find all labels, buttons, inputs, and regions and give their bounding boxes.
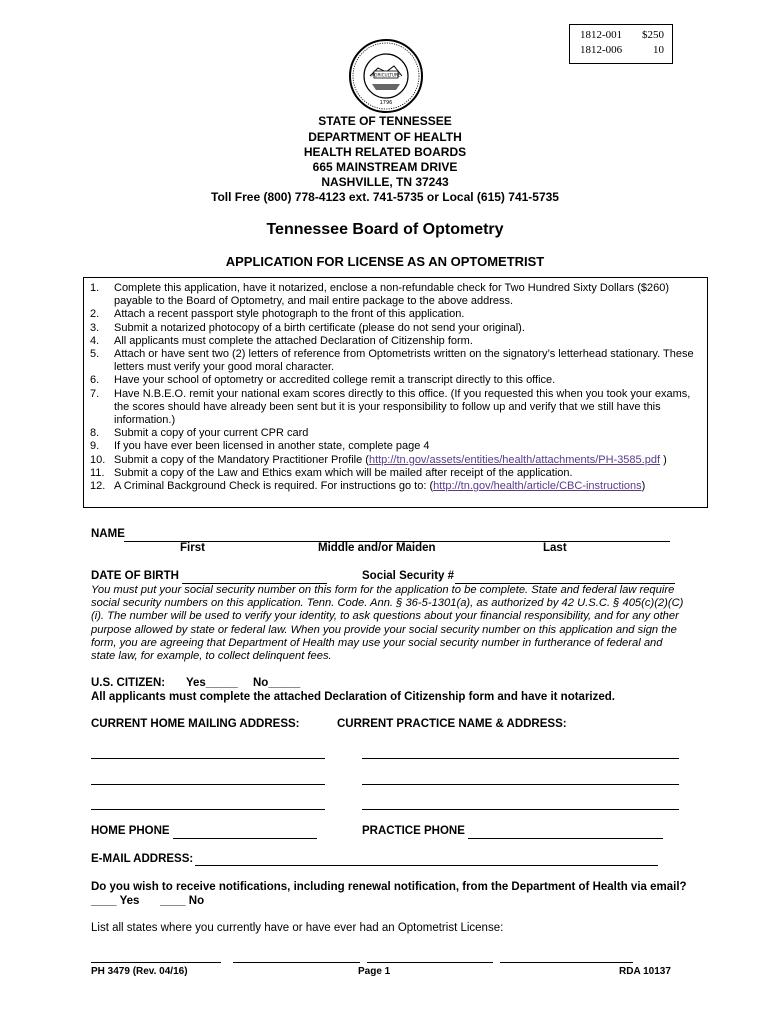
instruction-item: 6. Have your school of optometry or accredited college remit a transcript directly to this office. [90,374,556,387]
header-city: NASHVILLE, TN 37243 [321,175,449,189]
practice-phone-field[interactable] [468,838,663,839]
instructions-box [83,277,708,508]
state-license-field[interactable] [91,962,221,963]
header-street: 665 MAINSTREAM DRIVE [312,160,458,174]
citizen-no-option[interactable]: No_____ [253,677,301,689]
instruction-item: 10. Submit a copy of the Mandatory Practitioner Profile (http://tn.gov/assets/entities/health/attachments/PH-3585.pdf ) [90,453,667,466]
states-prompt: List all states where you currently have or have ever had an Optometrist License: [91,922,504,934]
name-first-label: First [180,542,205,554]
instruction-item: 11. Submit a copy of the Law and Ethics exam which will be mailed after receipt of the application. [90,466,573,479]
svg-text:AGRICULTURE: AGRICULTURE [371,72,401,78]
instructions-list [90,282,699,493]
instruction-item: 1. Complete this application, have it notarized, enclose a non-refundable check for Two Hundred Sixty Dollars ($260) payable to the Board of Optometry, and mail entire package to the above address. [90,282,669,308]
instruction-item: 12. A Criminal Background Check is required. For instructions go to: (http://tn.gov/health/article/CBC-instructions) [90,480,646,493]
home-address-line[interactable] [91,809,325,810]
header-phone: Toll Free (800) 778-4123 ext. 741-5735 or Local (615) 741-5735 [211,190,559,204]
svg-text:1796: 1796 [379,100,393,106]
fee-code-box [569,24,673,64]
instruction-item: 3. Submit a notarized photocopy of a birth certificate (please do not send your original). [90,321,525,334]
header-state: STATE OF TENNESSEE [318,114,452,128]
fee-row [580,29,664,43]
fee-amount: $250 [642,29,664,41]
notification-question: Do you wish to receive notifications, including renewal notification, from the Department of Health via email? [91,881,687,893]
email-label: E-MAIL ADDRESS: [91,853,194,865]
state-license-field[interactable] [233,962,360,963]
practice-address-line[interactable] [362,784,679,785]
name-label: NAME [91,528,125,540]
instruction-item: 8. Submit a copy of your current CPR card [90,427,309,440]
home-address-label: CURRENT HOME MAILING ADDRESS: [91,718,300,730]
notify-no-option[interactable]: ____ No [160,895,205,907]
dob-label: DATE OF BIRTH [91,570,179,582]
instruction-item: 7. Have N.B.E.O. remit your national exam scores directly to this office. (If you requested this when you took your exams, the scores should have already been sent but it is your responsibility to follow up and verify that we still have this information.) [90,387,691,427]
tennessee-state-seal [348,38,424,114]
home-address-line[interactable] [91,758,325,759]
form-number: PH 3479 (Rev. 04/16) [91,966,188,977]
header-department: DEPARTMENT OF HEALTH [308,130,462,144]
application-title: APPLICATION FOR LICENSE AS AN OPTOMETRIST [225,254,545,269]
practice-address-line[interactable] [362,758,679,759]
fee-row [580,44,664,58]
email-field[interactable] [195,865,658,866]
fee-code: 1812-001 [580,29,623,41]
instruction-item: 9. If you have ever been licensed in another state, complete page 4 [90,440,430,453]
home-phone-label: HOME PHONE [91,825,170,837]
background-check-link[interactable]: http://tn.gov/health/article/CBC-instructions [433,480,642,493]
ssn-label: Social Security # [362,570,455,582]
state-license-field[interactable] [500,962,633,963]
citizen-yes-option[interactable]: Yes_____ [186,677,238,689]
practice-address-line[interactable] [362,809,679,810]
instruction-item: 5. Attach or have sent two (2) letters of reference from Optometrists written on the signatory’s letterhead stationary. These letters must verify your good moral character. [90,348,694,374]
state-license-field[interactable] [367,962,493,963]
rda-number: RDA 10137 [619,966,671,977]
name-middle-label: Middle and/or Maiden [318,542,436,554]
citizenship-note: All applicants must complete the attached Declaration of Citizenship form and have it notarized. [91,691,615,703]
instruction-item: 2. Attach a recent passport style photograph to the front of this application. [90,308,465,321]
citizen-label: U.S. CITIZEN: [91,677,166,689]
practice-phone-label: PRACTICE PHONE [362,825,465,837]
practice-address-label: CURRENT PRACTICE NAME & ADDRESS: [337,718,567,730]
home-phone-field[interactable] [173,838,317,839]
fee-amount: 10 [653,44,664,56]
name-last-label: Last [543,542,567,554]
practitioner-profile-link[interactable]: http://tn.gov/assets/entities/health/attachments/PH-3585.pdf [368,453,661,466]
board-title: Tennessee Board of Optometry [266,221,504,238]
header-boards: HEALTH RELATED BOARDS [303,145,467,159]
home-address-line[interactable] [91,784,325,785]
notify-yes-option[interactable]: ____ Yes [91,895,140,907]
instruction-item: 4. All applicants must complete the attached Declaration of Citizenship form. [90,334,473,347]
ssn-notice: You must put your social security number on this form for the application to be complete. State and federal law require social security numbers on this application. Tenn. Code. Ann. § 36-5-1301(a), as authorized by 42 U.S.C. § 405(c)(2)(C)(i). The number will be used to verify your identity, to ask questions about your financial responsibility, and for any other purpose allowed by state or federal law. When you provide your social security number on this application and sign the form, you are agreeing that Department of Health may use your social security number in furtherance of federal and state law, for example, to collect delinquent fees. [91,584,684,663]
fee-code: 1812-006 [580,44,623,56]
page-number: Page 1 [358,966,391,977]
